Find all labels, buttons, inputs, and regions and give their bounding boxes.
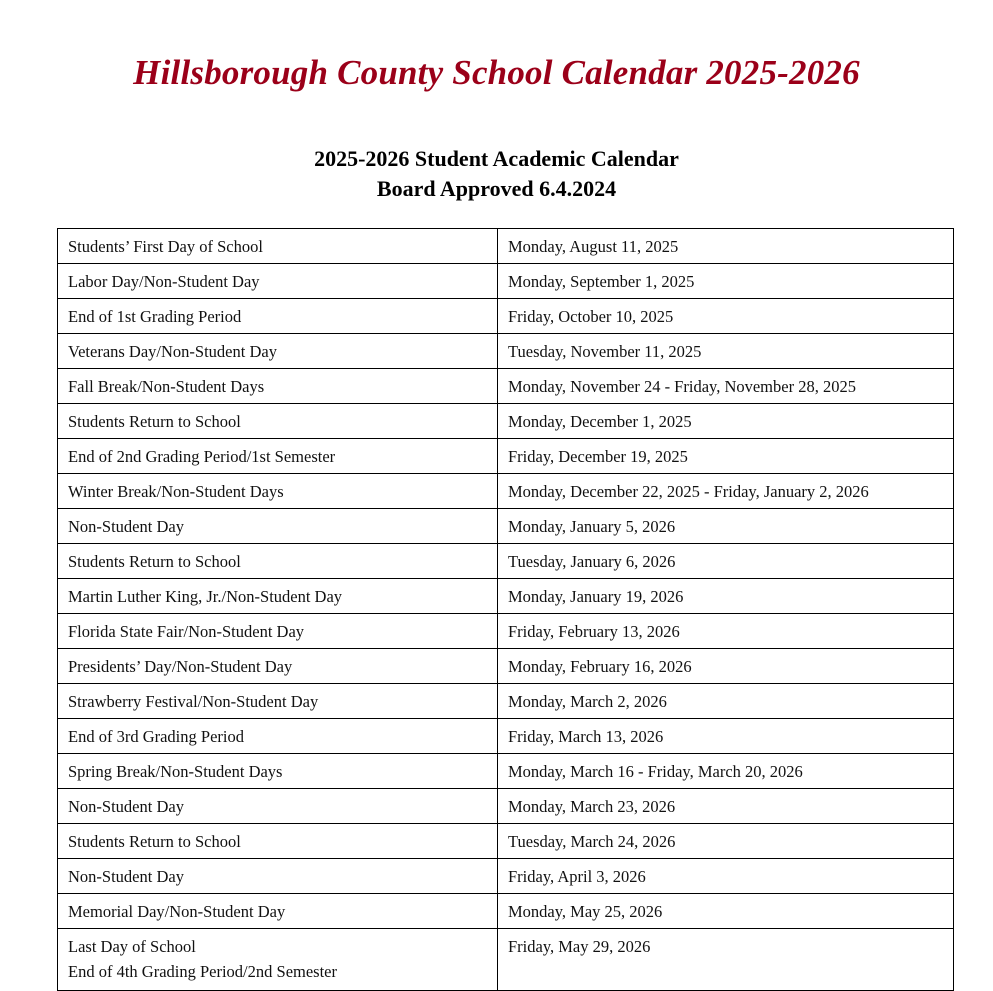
calendar-table-body xyxy=(58,229,954,991)
date-cell: Tuesday, March 24, 2026 xyxy=(498,824,954,859)
subtitle-block xyxy=(0,144,993,204)
date-cell: Monday, November 24 - Friday, November 28, 2025 xyxy=(498,369,954,404)
date-cell: Monday, January 19, 2026 xyxy=(498,579,954,614)
event-cell: Non-Student Day xyxy=(58,859,498,894)
date-cell: Friday, February 13, 2026 xyxy=(498,614,954,649)
table-row xyxy=(58,789,954,824)
date-cell: Monday, September 1, 2025 xyxy=(498,264,954,299)
date-cell: Monday, February 16, 2026 xyxy=(498,649,954,684)
event-cell: Florida State Fair/Non-Student Day xyxy=(58,614,498,649)
event-cell: Students Return to School xyxy=(58,404,498,439)
table-row xyxy=(58,754,954,789)
date-cell: Friday, October 10, 2025 xyxy=(498,299,954,334)
event-cell: Spring Break/Non-Student Days xyxy=(58,754,498,789)
event-cell xyxy=(58,929,498,991)
event-cell: Students Return to School xyxy=(58,544,498,579)
date-cell: Friday, May 29, 2026 xyxy=(498,929,954,991)
event-cell: Presidents’ Day/Non-Student Day xyxy=(58,649,498,684)
table-row xyxy=(58,579,954,614)
date-cell: Monday, August 11, 2025 xyxy=(498,229,954,264)
date-cell: Monday, December 1, 2025 xyxy=(498,404,954,439)
event-cell: Martin Luther King, Jr./Non-Student Day xyxy=(58,579,498,614)
table-row xyxy=(58,299,954,334)
date-cell: Tuesday, November 11, 2025 xyxy=(498,334,954,369)
date-cell: Friday, April 3, 2026 xyxy=(498,859,954,894)
table-row xyxy=(58,404,954,439)
event-cell: Students Return to School xyxy=(58,824,498,859)
calendar-table xyxy=(57,228,954,991)
table-row xyxy=(58,684,954,719)
date-cell: Monday, May 25, 2026 xyxy=(498,894,954,929)
event-cell: Non-Student Day xyxy=(58,509,498,544)
table-row xyxy=(58,369,954,404)
date-cell: Monday, January 5, 2026 xyxy=(498,509,954,544)
event-cell: Strawberry Festival/Non-Student Day xyxy=(58,684,498,719)
event-cell: Non-Student Day xyxy=(58,789,498,824)
event-cell: End of 3rd Grading Period xyxy=(58,719,498,754)
subtitle-line-2: Board Approved 6.4.2024 xyxy=(376,176,617,201)
date-cell: Monday, March 16 - Friday, March 20, 2026 xyxy=(498,754,954,789)
table-row xyxy=(58,474,954,509)
event-text-line-1: Last Day of School xyxy=(68,937,196,956)
date-cell: Monday, March 23, 2026 xyxy=(498,789,954,824)
event-cell: Fall Break/Non-Student Days xyxy=(58,369,498,404)
date-cell: Friday, March 13, 2026 xyxy=(498,719,954,754)
date-cell: Monday, March 2, 2026 xyxy=(498,684,954,719)
table-row xyxy=(58,229,954,264)
table-row xyxy=(58,719,954,754)
table-row xyxy=(58,894,954,929)
event-text-line-2: End of 4th Grading Period/2nd Semester xyxy=(68,962,337,981)
calendar-table-container xyxy=(57,228,953,991)
table-row xyxy=(58,824,954,859)
date-cell: Tuesday, January 6, 2026 xyxy=(498,544,954,579)
subtitle-line-1: 2025-2026 Student Academic Calendar xyxy=(314,146,679,171)
event-cell: Students’ First Day of School xyxy=(58,229,498,264)
event-cell: Memorial Day/Non-Student Day xyxy=(58,894,498,929)
table-row xyxy=(58,859,954,894)
event-cell: Winter Break/Non-Student Days xyxy=(58,474,498,509)
event-cell: End of 2nd Grading Period/1st Semester xyxy=(58,439,498,474)
event-cell: End of 1st Grading Period xyxy=(58,299,498,334)
table-row xyxy=(58,929,954,991)
table-row xyxy=(58,334,954,369)
date-cell: Monday, December 22, 2025 - Friday, January 2, 2026 xyxy=(498,474,954,509)
table-row xyxy=(58,509,954,544)
date-cell: Friday, December 19, 2025 xyxy=(498,439,954,474)
table-row xyxy=(58,544,954,579)
table-row xyxy=(58,439,954,474)
event-cell: Veterans Day/Non-Student Day xyxy=(58,334,498,369)
table-row xyxy=(58,614,954,649)
table-row xyxy=(58,264,954,299)
event-cell: Labor Day/Non-Student Day xyxy=(58,264,498,299)
page-title: Hillsborough County School Calendar 2025-2026 xyxy=(133,53,860,92)
table-row xyxy=(58,649,954,684)
